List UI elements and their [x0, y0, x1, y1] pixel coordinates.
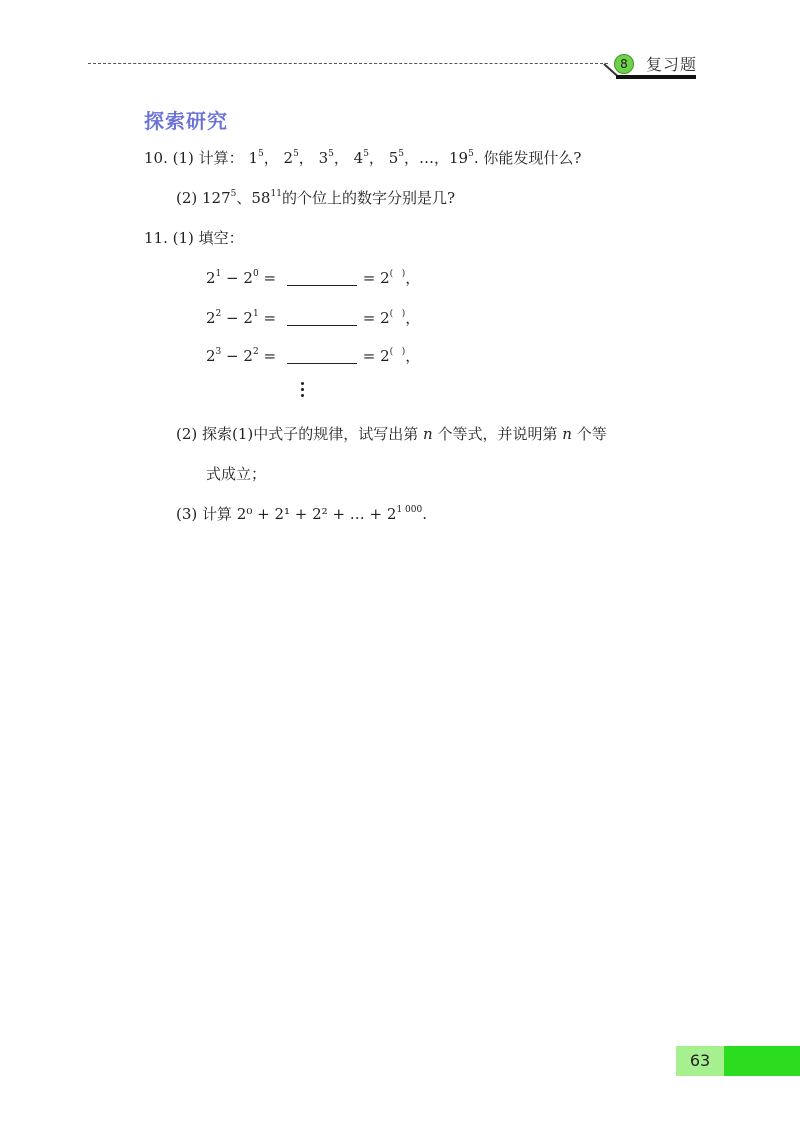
- q10-term: $1^5$: [248, 149, 264, 167]
- header-bar: [616, 75, 696, 79]
- q11-part2-line1: (2) 探索(1)中式子的规律，试写出第 n 个等式，并说明第 n 个等: [176, 425, 607, 443]
- q11-part2-line2: 式成立；: [206, 465, 267, 483]
- q10-part1-question: . 你能发现什么?: [473, 149, 582, 167]
- answer-blank[interactable]: [287, 311, 357, 326]
- q10-part2: (2) $127^5$、$58^{11}$的个位上的数字分别是几?: [176, 189, 455, 207]
- vertical-ellipsis: [300, 382, 306, 400]
- page-number: 63: [676, 1046, 724, 1076]
- q10-number: 10.: [144, 149, 168, 167]
- header-dashed-rule: [88, 63, 608, 64]
- q11-number: 11.: [144, 229, 168, 247]
- q10-term: $3^5$: [318, 149, 334, 167]
- chapter-number-badge: 8: [614, 54, 634, 74]
- q11-part1-label: (1) 填空：: [172, 229, 244, 247]
- q10-term: $5^5$: [388, 149, 404, 167]
- q10-part1-label: (1) 计算：: [172, 149, 244, 167]
- q10-part1: 10. (1) 计算： $1^5$， $2^5$， $3^5$， $4^5$， $5^5$，…，$19^5$. 你能发现什么?: [144, 149, 582, 167]
- section-title: 探索研究: [144, 109, 228, 133]
- q11-part1: [144, 228, 244, 248]
- equation-row: $2^1 - 2^0$ = = 2( )，: [206, 269, 421, 287]
- q10-tail: ，…，19: [403, 149, 469, 167]
- page-number-bar: [724, 1046, 800, 1076]
- q10-part2-question: 的个位上的数字分别是几?: [281, 189, 455, 207]
- answer-blank[interactable]: [287, 349, 357, 364]
- q10-term: $2^5$: [283, 149, 299, 167]
- q11-part3: (3) 计算 2⁰ + 2¹ + 2² + … + $2^{1 000}$.: [176, 505, 427, 523]
- equation-row: $2^3 - 2^2$ = = 2( )，: [206, 347, 421, 365]
- chapter-title: 复习题: [646, 55, 698, 74]
- q10-term: $4^5$: [353, 149, 369, 167]
- equation-row: $2^2 - 2^1$ = = 2( )，: [206, 309, 421, 327]
- answer-blank[interactable]: [287, 271, 357, 286]
